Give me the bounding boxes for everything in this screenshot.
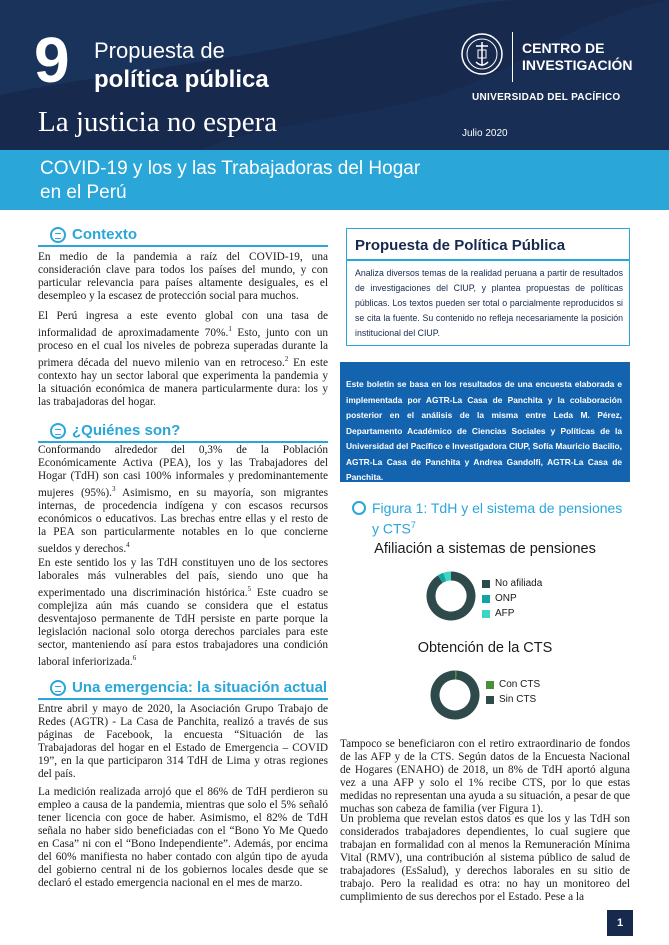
university-name: UNIVERSIDAD DEL PACÍFICO: [472, 92, 621, 103]
emergencia-paragraph-1: Entre abril y mayo de 2020, la Asociación Grupo Trabajo de Redes (AGTR) - La Casa de Panchita, realizó a través de sus páginas de Facebook, la encuesta “Situación de las Trabajadoras del hogar en el Estado de Emergencia – COVID 19”, en la que participaron 314 TdH de Lima y otras regiones del país.: [38, 703, 328, 780]
legend-swatch: [482, 610, 490, 618]
footnote-ref: 5: [247, 585, 252, 593]
donut-slice-no-afiliada: [431, 576, 471, 616]
section-heading-text: ¿Quiénes son?: [72, 422, 181, 439]
contexto-paragraph-2: [38, 310, 328, 409]
chat-bubble-icon: [50, 227, 66, 243]
ppp-box-divider: [347, 259, 629, 261]
legend-label: Con CTS: [499, 679, 541, 690]
legend-item: [486, 677, 540, 692]
politica-publica-label: política pública: [94, 66, 269, 93]
footnote-ref: 4: [126, 540, 130, 549]
legend-swatch: [482, 580, 490, 588]
chart-title-pensiones: Afiliación a sistemas de pensiones: [374, 541, 596, 557]
section-heading-contexto: [50, 226, 137, 243]
text-run: En este sentido los y las TdH constituyen uno de los sectores laborales más vulnerables del país, siendo uno que ha experimentado una discriminación histórica.: [38, 557, 328, 599]
figure-bubble-icon: [352, 501, 366, 515]
footnote-ref: 3: [112, 485, 116, 493]
legend-item: [482, 591, 542, 606]
legend-label: No afiliada: [495, 578, 543, 589]
section-divider: [38, 245, 328, 247]
source-note-box: [340, 362, 630, 482]
chat-bubble-icon: [50, 423, 66, 439]
right-paragraph-1: Tampoco se beneficiaron con el retiro extraordinario de fondos de las AFP y de la CTS. Según datos de la Encuesta Nacional de Hogares (ENAHO) de 2018, un 8% de TdH aportó alguna vez a una AFP y solo el 1% recibe CTS, por lo que estas medidas no representan una ayuda a su situación, a pesar de que muchas son cabeza de familia (ver Figura 1).: [340, 738, 630, 815]
publication-date: Julio 2020: [462, 128, 508, 139]
legend-label: Sin CTS: [499, 694, 537, 705]
section-divider: [38, 441, 328, 443]
page-number: 1: [607, 910, 633, 936]
propuesta-label: Propuesta de: [94, 38, 225, 63]
text-run: Este cuadro se complejiza aún más cuando se considera que el estatus desventajoso permanente de TdH persiste en parte porque la legislación nacional solo otorga derechos parciales para este sector, manteniendo así para estos trabajadores una condición laboral inferiorizada.: [38, 586, 328, 668]
org-name-line1: CENTRO DE: [522, 40, 605, 56]
legend-label: AFP: [495, 608, 515, 619]
section-heading-text: Contexto: [72, 226, 137, 243]
figure-title-text: Figura 1: TdH y el sistema de pensiones y CTS: [372, 500, 623, 537]
figure-title: [372, 500, 632, 538]
text-run: En este contexto hay un sector laboral que experimenta la pandemia y la situación económica de manera particularmente dura: los y las trabajadoras del hogar.: [38, 356, 328, 408]
section-heading-text: Una emergencia: la situación actual: [72, 679, 328, 696]
section-heading-emergencia: [50, 679, 327, 696]
cts-legend: [486, 677, 540, 707]
legend-swatch: [482, 595, 490, 603]
university-seal-icon: [460, 32, 504, 82]
contexto-paragraph-1: En medio de la pandemia a raíz del COVID-19, una consideración clave para todos los países del mundo, y con particular relevancia para países altamente desiguales, es el desempleo y la escasez de protección social para muchos.: [38, 251, 328, 302]
pensiones-legend: [482, 576, 542, 621]
series-title: La justicia no espera: [38, 106, 278, 138]
legend-label: ONP: [495, 593, 517, 604]
logo-divider: [512, 32, 513, 82]
quienes-paragraph-1: [38, 444, 328, 556]
ppp-box-text: Analiza diversos temas de la realidad peruana a partir de resultados de investigaciones del CIUP, y plantea propuestas de políticas públicas. Los textos pueden ser total o parcialmente reproducidos si se cita la fuente. Su contenido no refleja necesariamente la posición institucional del CIUP.: [355, 268, 623, 338]
legend-item: [482, 606, 542, 621]
footnote-ref: 2: [284, 354, 289, 363]
ppp-box-title: Propuesta de Política Pública: [355, 237, 566, 254]
source-note-text: Este boletín se basa en los resultados de una encuesta elaborada e implementada por AGTR-La Casa de Panchita y la colaboración posterior en el análisis de la misma entre Leda M. Pérez, Departamento Académico de Ciencias Sociales y Políticas de la Universidad del Pacífico e Investigadora CIUP, Sofía Mauricio Bacilio, AGTR-La Casa de Panchita y Andrea Gandolfi, AGTR-La Casa de Panchita.: [346, 379, 622, 482]
document-subtitle: COVID-19 y los y las Trabajadoras del Hogar en el Perú: [40, 158, 421, 203]
quienes-paragraph-2: [38, 557, 328, 669]
legend-item: [486, 692, 540, 707]
chart-title-cts: Obtención de la CTS: [417, 640, 553, 656]
emergencia-paragraph-2: La medición realizada arrojó que el 86% de TdH perdieron su empleo a causa de la pandemia, mientras que solo el 5% señaló tener licencia con goce de haber. Asimismo, el 82% de TdH señala no haber sido beneficiadas con el “Bono Yo Me Quedo en Casa” ni con el “Bono Independiente”. Además, por encima del 60% manifiesta no haber contado con algún tipo de ayuda del gobierno central ni de los gobiernos locales desde que se declaró el estado emergencia nacional en el mes de marzo.: [38, 786, 328, 889]
ppp-info-box: [346, 228, 630, 346]
legend-item: [482, 576, 542, 591]
footnote-ref: 6: [132, 653, 137, 662]
cts-donut-chart: [430, 670, 480, 720]
section-heading-quienes: [50, 422, 180, 439]
header-banner: [0, 0, 669, 150]
donut-slice-sin-cts: [435, 675, 475, 715]
footnote-ref: 7: [410, 520, 416, 530]
text-run: Asimismo, en su mayoría, son migrantes internas, de procedencia indígena y con escasos recursos económicos o educativos. Las brechas entre ellas y el resto de la PEA son particularmente notables en lo que concierne sueldos y derechos.: [38, 486, 328, 555]
chat-bubble-icon: [50, 680, 66, 696]
pensiones-donut-chart: [426, 571, 476, 621]
text-run: Esto, junto con un proceso en el cual los niveles de pobreza superadas durante la primera década del nuevo milenio van en retroceso.: [38, 326, 328, 369]
section-divider: [38, 698, 328, 700]
donut-slice-onp: [440, 577, 445, 579]
text-run: El Perú ingresa a este evento global con una tasa de informalidad de aproximadamente 70%.: [38, 310, 328, 339]
org-name-line2: INVESTIGACIÓN: [522, 57, 633, 73]
donut-slice-afp: [445, 576, 451, 577]
right-paragraph-2: Un problema que revelan estos datos es que los y las TdH son considerados trabajadores dependientes, lo cual sugiere que trabajan en formalidad con al menos la Remuneración Mínima Vital (RMV), una contribución al sistema público de salud de trabajadores (EsSalud), y derechos laborales en su sitio de trabajo. Pero la realidad es otra: no hay un monitoreo del cumplimiento de sus derechos por el Estado. Pese a la: [340, 813, 630, 903]
subtitle-band: [0, 150, 669, 210]
footnote-ref: 1: [228, 325, 232, 333]
issue-number: 9: [34, 24, 70, 96]
legend-swatch: [486, 681, 494, 689]
text-run: Conformando alrededor del 0,3% de la Población Económicamente Activa (PEA), los y las Trabajadores del Hogar (TdH) son casi 100% informales y predominantemente mujeres (95%).: [38, 444, 328, 499]
legend-swatch: [486, 696, 494, 704]
ciup-logo: [460, 30, 660, 110]
